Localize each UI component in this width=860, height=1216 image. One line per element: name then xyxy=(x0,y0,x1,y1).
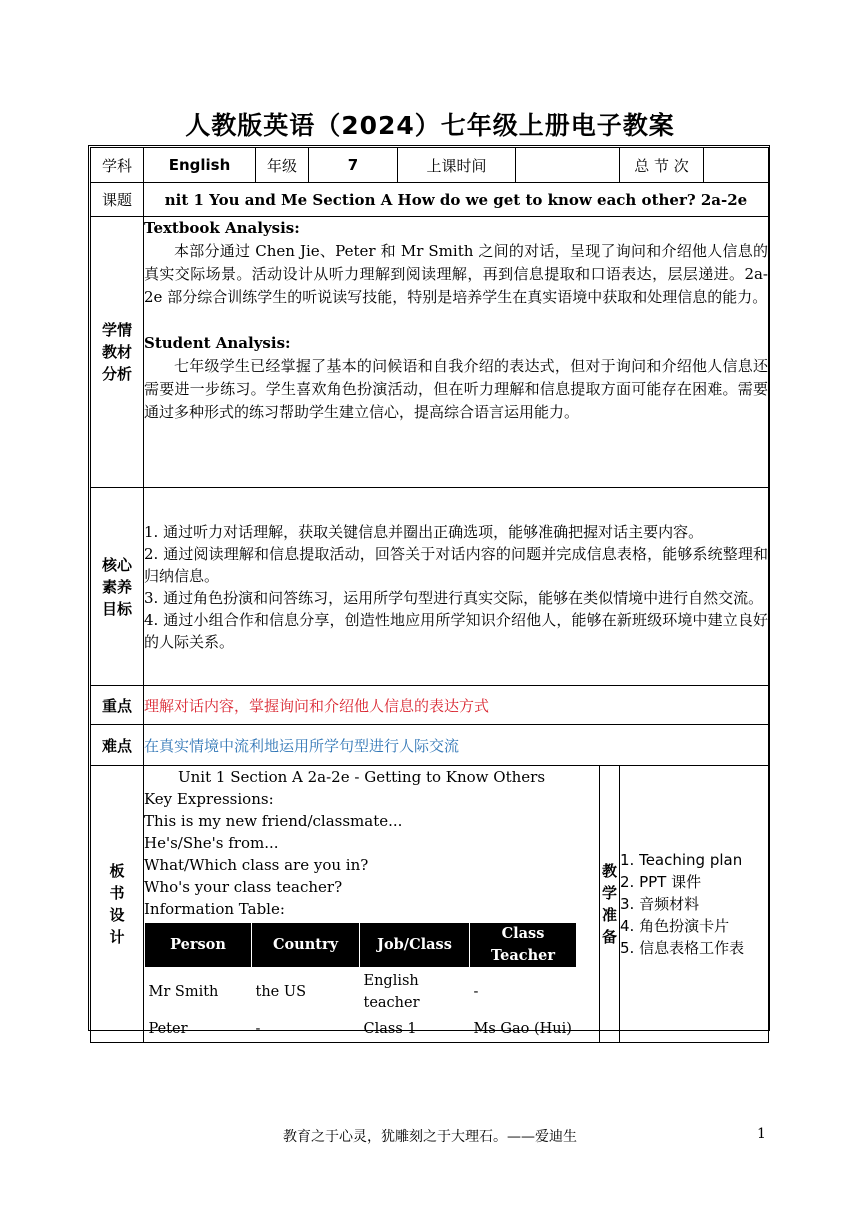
goals-label: 核心 素养 目标 xyxy=(91,488,144,686)
board-line: What/Which class are you in? xyxy=(144,856,369,874)
topic-row xyxy=(91,183,769,217)
info-header-cell: Person xyxy=(145,923,252,968)
board-line: He's/She's from... xyxy=(144,834,279,852)
info-cell: - xyxy=(473,984,479,1000)
total-sessions-value[interactable] xyxy=(704,148,769,183)
prep-content[interactable] xyxy=(620,766,769,1043)
prep-item: 4. 角色扮演卡片 xyxy=(620,917,730,935)
goal-item: 4. 通过小组合作和信息分享，创造性地应用所学知识介绍他人，能够在新班级环境中建立良好的人际关系。 xyxy=(144,610,768,651)
textbook-analysis-heading: Textbook Analysis: xyxy=(144,219,300,237)
lesson-plan-table xyxy=(90,147,769,1043)
student-analysis-text: 七年级学生已经掌握了基本的问候语和自我介绍的表达式，但对于询问和介绍他人信息还需要进一步练习。学生喜欢角色扮演活动，但在听力理解和信息提取方面可能存在困难。需要通过多种形式的练习帮助学生建立信心，提高综合语言运用能力。 xyxy=(144,357,768,421)
class-time-label: 上课时间 xyxy=(398,148,516,183)
topic-value[interactable]: nit 1 You and Me Section A How do we get to know each other? 2a-2e xyxy=(144,183,769,217)
info-cell: - xyxy=(255,1021,261,1037)
topic-label: 课题 xyxy=(91,183,144,217)
information-table xyxy=(144,922,577,1042)
info-cell: the US xyxy=(255,984,307,1000)
info-table-row xyxy=(145,1016,577,1042)
goals-row xyxy=(91,488,769,686)
info-header-cell: Class Teacher xyxy=(470,923,577,968)
board-line: Who's your class teacher? xyxy=(144,878,343,896)
key-point-row xyxy=(91,686,769,725)
header-row xyxy=(91,148,769,183)
info-header-cell: Job/Class xyxy=(360,923,470,968)
footer-quote: 教育之于心灵，犹雕刻之于大理石。——爱迪生 xyxy=(283,1129,577,1145)
total-sessions-label: 总 节 次 xyxy=(620,148,704,183)
goal-item: 3. 通过角色扮演和问答练习，运用所学句型进行真实交际，能够在类似情境中进行自然交流。 xyxy=(144,588,764,607)
analysis-row xyxy=(91,217,769,488)
goal-item: 1. 通过听力对话理解，获取关键信息并圈出正确选项，能够准确把握对话主要内容。 xyxy=(144,522,704,541)
prep-item: 2. PPT 课件 xyxy=(620,873,702,891)
prep-label: 教 学 准 备 xyxy=(600,766,620,1043)
analysis-content[interactable] xyxy=(144,217,769,488)
class-time-value[interactable] xyxy=(516,148,620,183)
info-cell: Ms Gao (Hui) xyxy=(473,1021,572,1037)
prep-item: 5. 信息表格工作表 xyxy=(620,939,745,957)
key-point-value[interactable]: 理解对话内容，掌握询问和介绍他人信息的表达方式 xyxy=(144,686,769,725)
info-cell: English teacher xyxy=(363,973,420,1011)
page-title: 人教版英语（2024）七年级上册电子教案 xyxy=(185,111,675,140)
info-table-row xyxy=(145,968,577,1017)
subject-label: 学科 xyxy=(91,148,144,183)
difficulty-row xyxy=(91,725,769,766)
difficulty-label: 难点 xyxy=(91,725,144,766)
key-point-label: 重点 xyxy=(91,686,144,725)
grade-label: 年级 xyxy=(256,148,309,183)
info-table-header xyxy=(145,923,577,968)
board-content[interactable] xyxy=(144,766,600,1043)
page-number: 1 xyxy=(757,1126,766,1142)
board-title: Unit 1 Section A 2a-2e - Getting to Know Others xyxy=(177,768,546,786)
prep-item: 3. 音频材料 xyxy=(620,895,700,913)
textbook-analysis-text: 本部分通过 Chen Jie、Peter 和 Mr Smith 之间的对话，呈现了询问和介绍他人信息的真实交际场景。活动设计从听力理解到阅读理解，再到信息提取和口语表达，层层递进。2a-2e 部分综合训练学生的听说读写技能，特别是培养学生在真实语境中获取和处理信息的能力。 xyxy=(144,242,768,306)
prep-item: 1. Teaching plan xyxy=(620,851,743,869)
board-line: Key Expressions: xyxy=(144,790,274,808)
board-line: This is my new friend/classmate... xyxy=(144,812,403,830)
board-label: 板 书 设 计 xyxy=(91,766,144,1043)
difficulty-value[interactable]: 在真实情境中流利地运用所学句型进行人际交流 xyxy=(144,725,769,766)
info-cell: Class 1 xyxy=(363,1021,417,1037)
info-header-cell: Country xyxy=(252,923,360,968)
student-analysis-heading: Student Analysis: xyxy=(144,334,291,352)
goals-content[interactable] xyxy=(144,488,769,686)
board-line: Information Table: xyxy=(144,900,285,918)
info-cell: Peter xyxy=(148,1021,188,1037)
info-cell: Mr Smith xyxy=(148,984,219,1000)
board-row xyxy=(91,766,769,1043)
analysis-label: 学情 教材 分析 xyxy=(91,217,144,488)
goal-item: 2. 通过阅读理解和信息提取活动，回答关于对话内容的问题并完成信息表格，能够系统整理和归纳信息。 xyxy=(144,544,768,585)
grade-value[interactable]: 7 xyxy=(309,148,398,183)
subject-value[interactable]: English xyxy=(144,148,256,183)
